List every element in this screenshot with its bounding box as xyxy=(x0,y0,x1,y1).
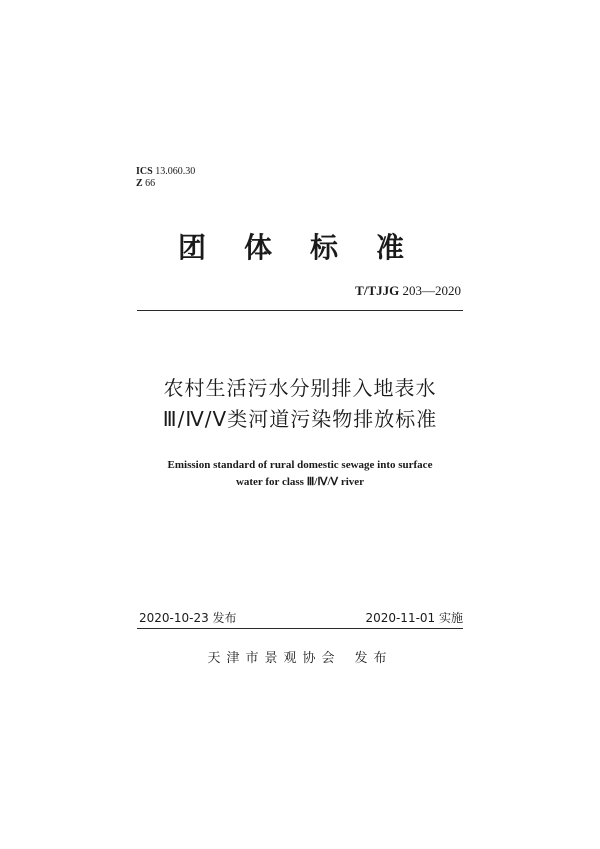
ccs-code xyxy=(136,178,155,190)
english-title-line-1: Emission standard of rural domestic sewage into surface xyxy=(167,459,433,471)
issue-date: 2020-10-23 发布 xyxy=(139,611,237,625)
document-type-heading: 团体标准 xyxy=(178,231,443,264)
top-divider xyxy=(137,310,463,311)
ccs-value: 66 xyxy=(145,178,156,189)
standard-number-value: 203—2020 xyxy=(402,283,461,298)
chinese-title-line-1: 农村生活污水分别排入地表水 xyxy=(163,376,437,400)
standard-number xyxy=(355,283,461,299)
ccs-label: Z xyxy=(136,178,143,189)
publisher-line xyxy=(0,647,600,666)
chinese-title-line-2: Ⅲ/Ⅳ/Ⅴ类河道污染物排放标准 xyxy=(162,407,438,431)
ics-value: 13.060.30 xyxy=(155,166,196,177)
publish-action: 发布 xyxy=(354,651,393,666)
ics-code xyxy=(136,166,195,178)
standard-number-prefix: T/TJJG xyxy=(355,283,400,298)
implementation-date: 2020-11-01 实施 xyxy=(365,611,463,625)
bottom-divider xyxy=(137,628,463,629)
ics-label: ICS xyxy=(136,166,153,177)
english-title-line-2: water for class Ⅲ/Ⅳ/Ⅴ river xyxy=(235,476,365,488)
publisher-name: 天津市景观协会 xyxy=(207,651,341,666)
